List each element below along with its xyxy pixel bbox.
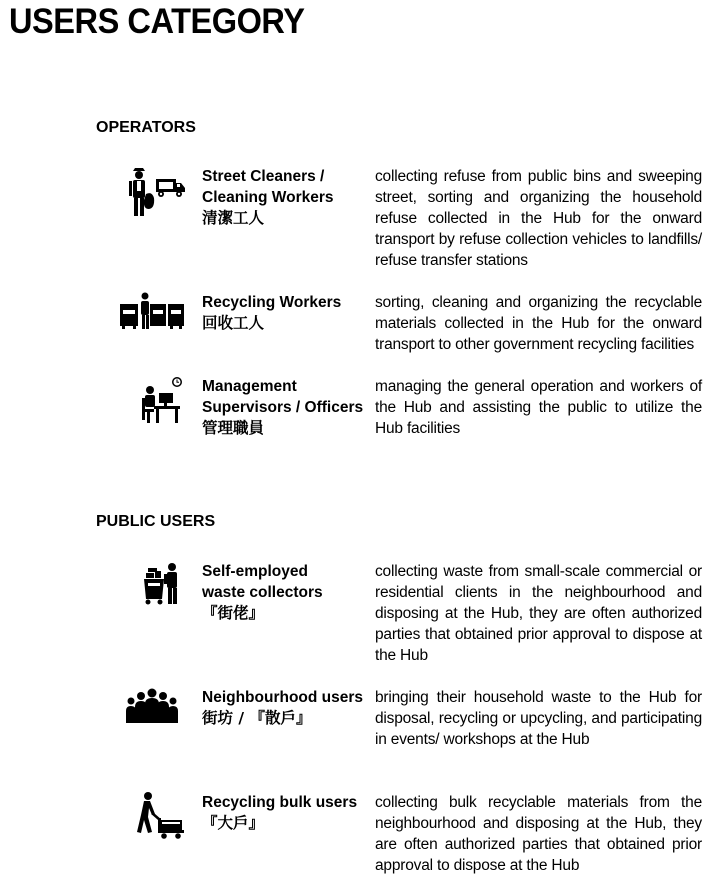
- role-description: collecting refuse from public bins and sweeping street, sorting and organizing the household refuse collected in the Hub for the onward transport by refuse collection vehicles to landfills/ refuse transfer stations: [375, 168, 702, 269]
- crowd-people-icon: [118, 687, 186, 739]
- role-description: sorting, cleaning and organizing the recyclable materials collected in the Hub for the onward transport to other government recycling facilities: [375, 294, 702, 353]
- role-name: Street Cleaners / Cleaning Workers 清潔工人: [202, 168, 334, 227]
- role-name: Recycling Workers 回收工人: [202, 294, 342, 332]
- role-description: collecting waste from small-scale commercial or residential clients in the neighbourhood and disposing at the Hub, they are often authorized parties that obtained prior approval to dispose at the Hub: [375, 563, 702, 664]
- section-heading-public-users: PUBLIC USERS: [96, 513, 216, 530]
- street-cleaner-truck-icon: [118, 166, 186, 218]
- role-name: Management Supervisors / Officers 管理職員: [202, 378, 364, 437]
- role-description: collecting bulk recyclable materials from the neighbourhood and disposing at the Hub, they are often authorized parties that obtained prior approval to dispose at the Hub: [375, 794, 702, 874]
- section-heading-operators: OPERATORS: [96, 119, 196, 136]
- person-pushing-trolley-icon: [118, 792, 186, 844]
- role-name: Neighbourhood users 街坊 / 『散戶』: [202, 689, 364, 727]
- role-name: Self-employed waste collectors 『街佬』: [202, 563, 323, 622]
- role-name: Recycling bulk users 『大戶』: [202, 794, 358, 832]
- office-desk-worker-icon: [118, 376, 186, 428]
- waste-collector-cart-icon: [118, 561, 186, 613]
- role-description: managing the general operation and workers of the Hub and assisting the public to utilize the Hub facilities: [375, 378, 702, 437]
- recycling-bins-worker-icon: [118, 292, 186, 344]
- page-title: USERS CATEGORY: [9, 2, 305, 41]
- role-description: bringing their household waste to the Hub for disposal, recycling or upcycling, and participating in events/ workshops at the Hub: [375, 689, 702, 748]
